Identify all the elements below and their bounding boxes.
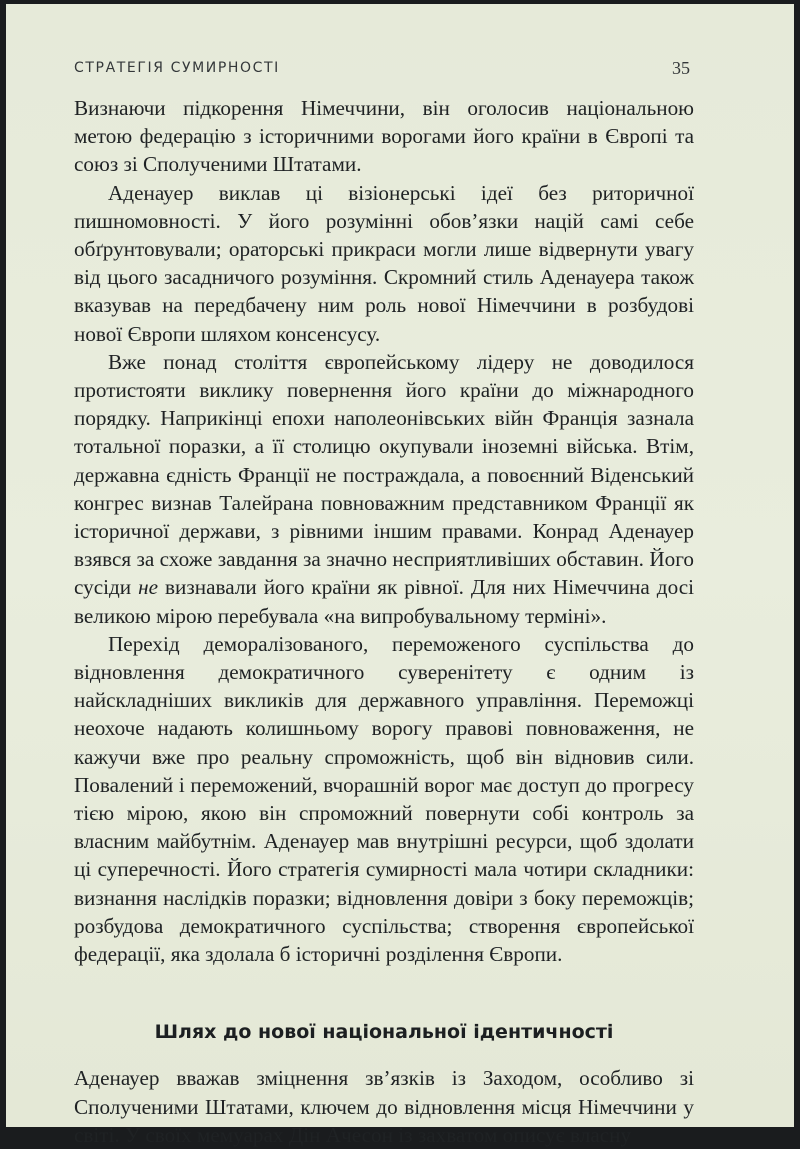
running-title: СТРАТЕГІЯ СУМИРНОСТІ xyxy=(74,60,280,76)
paragraph-4: Перехід деморалізованого, переможеного суспільства до відновлення демократичного суверенітету є одним із найскладніших викликів для державного управління. Переможці неохоче надають колишньому ворогу правові повноваження, не кажучи вже про реальну спроможність, щоб він відновив сили. Повалений і переможений, вчорашній ворог має доступ до прогресу тією мірою, якою він спроможний повернути собі контроль за власним майбутнім. Аденауер мав внутрішні ресурси, щоб здолати ці суперечності. Його стратегія сумирності мала чотири складники: визнання наслідків поразки; відновлення довіри з боку переможців; розбудова демократичного суспільства; створення європейської федерації, яка здолала б історичні розділення Європи. xyxy=(74,631,694,967)
section-heading: Шлях до нової національної ідентичності xyxy=(154,1021,614,1044)
section-paragraph: Аденауер вважав зміцнення зв’язків із Заходом, особливо зі Сполученими Штатами, ключем до відновлення місця Німеччини у світі. У своїх мемуарах Дін Ачесон із захватом описує власну xyxy=(74,1066,694,1147)
emphasis-word: не xyxy=(138,575,159,600)
running-head xyxy=(74,56,690,80)
paragraph-3 xyxy=(74,348,694,630)
book-page xyxy=(6,4,794,1147)
paragraph-1: Визнаючи підкорення Німеччини, він оголосив національною метою федерацію з історичними ворогами його країни в Європі та союз зі Сполученими Штатами. xyxy=(74,96,694,177)
paragraph-3-part-1: Вже понад століття європейському лідеру не доводилося протистояти виклику повернення його країни до міжнародного порядку. Наприкінці епохи наполеонівських війн Франція зазнала тотальної поразки, а її столицю окупували іноземні війська. Втім, державна єдність Франції не постраждала, а повоєнний Віденський конгрес визнав Талейрана повноважним представником Франції як історичної держави, з рівними іншим правами. Конрад Аденауер взявся за схоже завдання за значно несприятливіших обставин. Його сусіди xyxy=(74,349,694,600)
body-text xyxy=(74,94,694,1149)
paragraph-2: Аденауер виклав ці візіонерські ідеї без риторичної пишномовності. У його розумінні обов’язки націй самі себе обґрунтовували; ораторські прикраси могли лише відвернути увагу від цього засадничого розуміння. Скромний стиль Аденауера також вказував на передбачену ним роль нової Німеччини в розбудові нової Європи шляхом консенсусу. xyxy=(74,180,694,346)
page-number: 35 xyxy=(672,57,690,78)
paragraph-3-part-2: визнавали його країни як рівної. Для них Німеччина досі великою мірою перебувала «на випробувальному терміні». xyxy=(74,575,694,628)
